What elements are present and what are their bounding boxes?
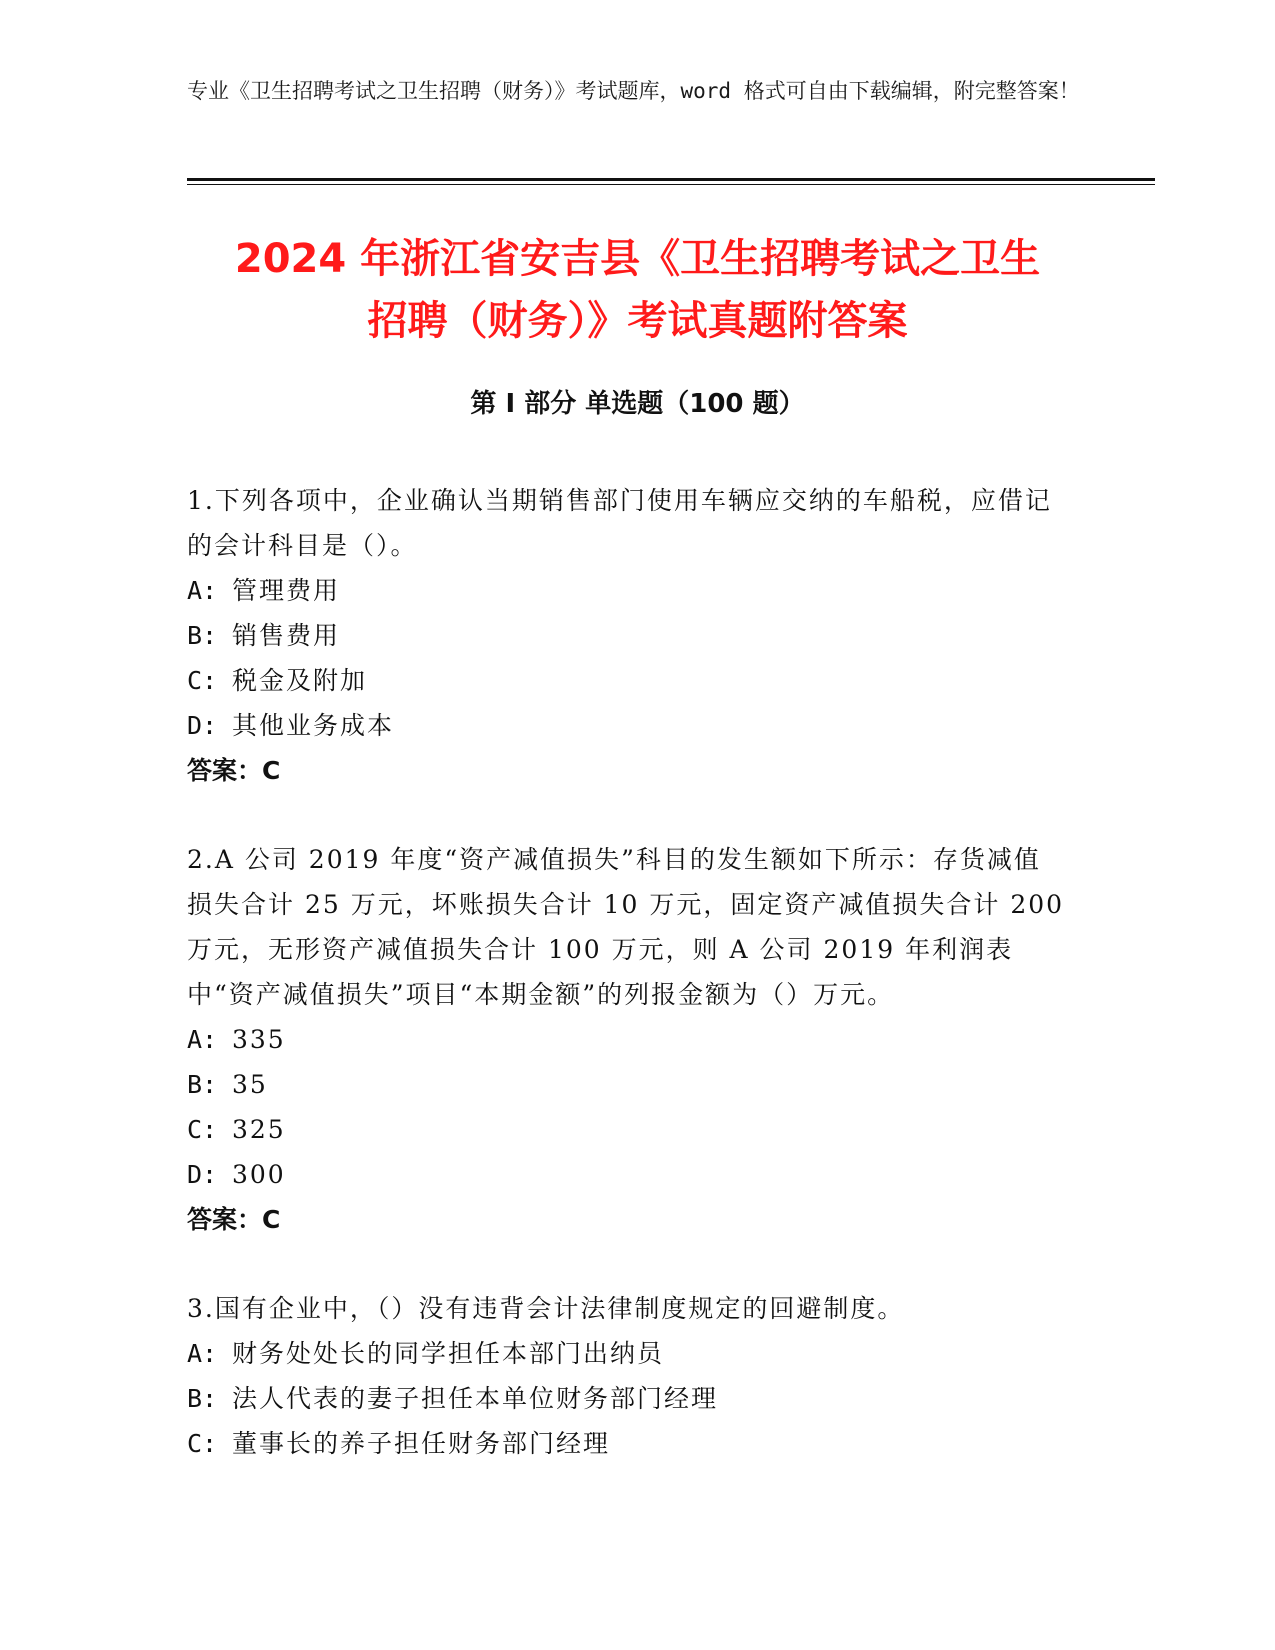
option-text: 税金及附加: [232, 666, 368, 695]
option-a: [187, 1017, 1067, 1062]
question-1: [187, 478, 1067, 793]
option-text: 法人代表的妻子担任本单位财务部门经理: [232, 1384, 719, 1413]
option-text: 35: [232, 1070, 268, 1099]
option-key: D:: [187, 1160, 218, 1189]
title-line-1: 2024 年浙江省安吉县《卫生招聘考试之卫生: [234, 236, 1041, 282]
option-a: [187, 568, 1067, 613]
option-key: B:: [187, 621, 218, 650]
question-3: [187, 1286, 1067, 1466]
option-text: 销售费用: [232, 621, 341, 650]
option-key: C:: [187, 1429, 218, 1458]
option-b: [187, 613, 1067, 658]
option-key: A:: [187, 576, 218, 605]
option-b: [187, 1062, 1067, 1107]
option-text: 董事长的养子担任财务部门经理: [232, 1429, 611, 1458]
option-key: B:: [187, 1070, 218, 1099]
question-stem: 3.国有企业中，（）没有违背会计法律制度规定的回避制度。: [187, 1294, 905, 1323]
option-text: 325: [232, 1115, 286, 1144]
question-list: [187, 478, 1067, 1510]
question-stem: 1.下列各项中，企业确认当期销售部门使用车辆应交纳的车船税，应借记的会计科目是（）。: [187, 486, 1052, 560]
option-c: [187, 658, 1067, 703]
option-text: 300: [232, 1160, 286, 1189]
option-key: A:: [187, 1339, 218, 1368]
document-title: [100, 228, 1175, 352]
option-key: C:: [187, 1115, 218, 1144]
option-text: 其他业务成本: [232, 711, 395, 740]
option-key: D:: [187, 711, 218, 740]
answer-line: 答案：C: [187, 1205, 281, 1234]
question-stem: 2.A 公司 2019 年度“资产减值损失”科目的发生额如下所示：存货减值损失合计 25 万元，坏账损失合计 10 万元，固定资产减值损失合计 200 万元，无形资产减值损失合计 100 万元，则 A 公司 2019 年利润表中“资产减值损失”项目“本期金额”的列报金额为（）万元。: [187, 845, 1065, 1009]
title-line-2: 招聘（财务）》考试真题附答案: [367, 298, 908, 344]
option-text: 管理费用: [232, 576, 341, 605]
page-header: 专业《卫生招聘考试之卫生招聘（财务）》考试题库，word 格式可自由下载编辑，附完整答案！: [187, 79, 1080, 103]
option-d: [187, 1152, 1067, 1197]
answer-line: 答案：C: [187, 756, 281, 785]
option-d: [187, 703, 1067, 748]
option-key: A:: [187, 1025, 218, 1054]
option-b: [187, 1376, 1067, 1421]
section-heading: 第 I 部分 单选题（100 题）: [470, 389, 805, 419]
option-text: 335: [232, 1025, 286, 1054]
option-a: [187, 1331, 1067, 1376]
header-divider-thick: [187, 178, 1155, 181]
option-key: B:: [187, 1384, 218, 1413]
option-text: 财务处处长的同学担任本部门出纳员: [232, 1339, 665, 1368]
question-2: [187, 837, 1067, 1242]
header-divider-thin: [187, 184, 1155, 185]
option-c: [187, 1107, 1067, 1152]
option-c: [187, 1421, 1067, 1466]
option-key: C:: [187, 666, 218, 695]
